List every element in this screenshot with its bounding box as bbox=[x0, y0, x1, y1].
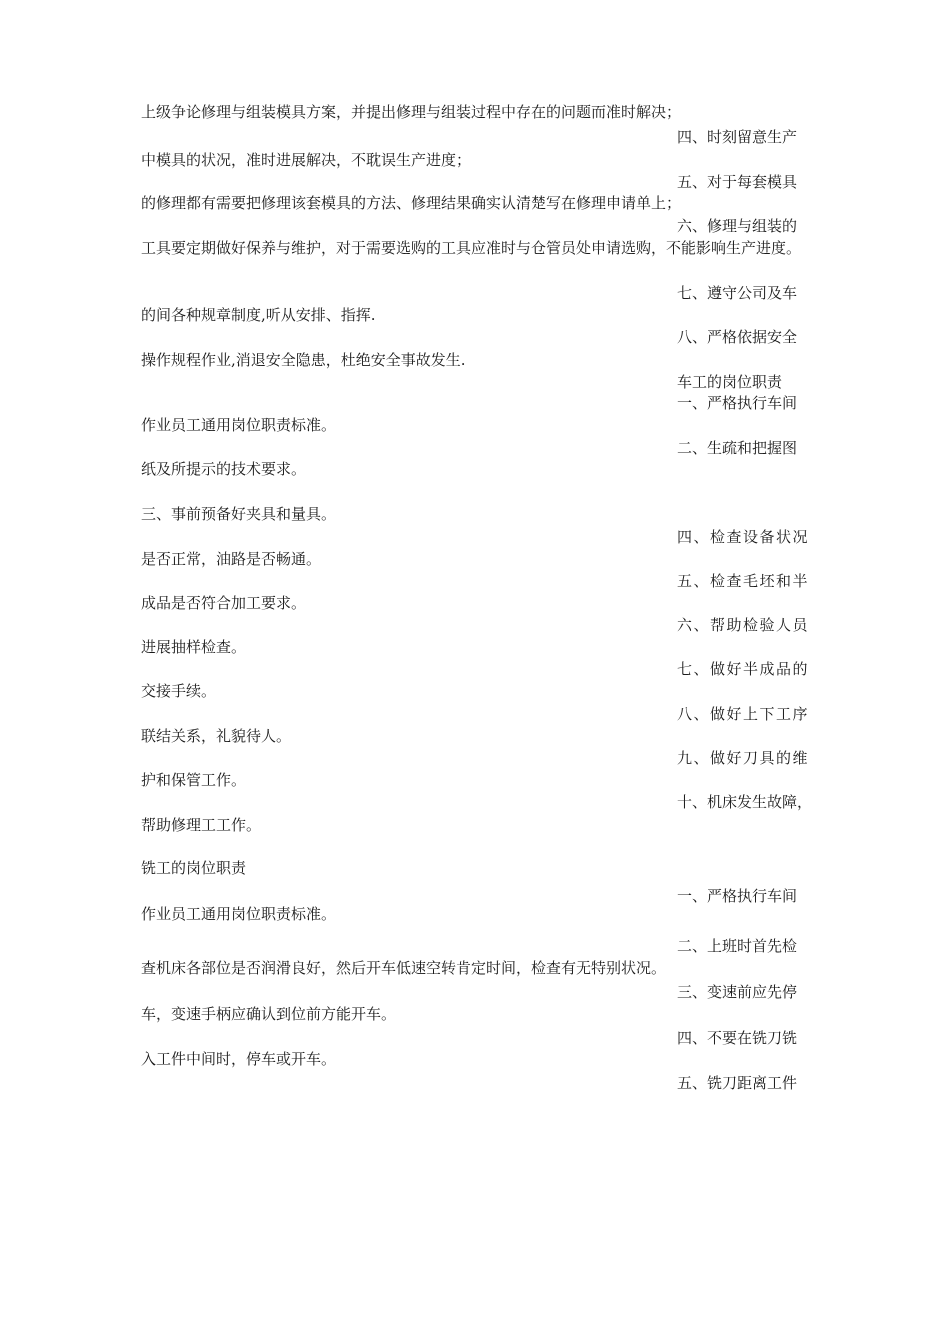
text-line: 三、变速前应先停 bbox=[677, 983, 798, 1001]
text-line: 四、不要在铣刀铣 bbox=[677, 1029, 798, 1047]
text-line: 五、铣刀距离工件 bbox=[677, 1074, 798, 1092]
text-line: 进展抽样检查。 bbox=[141, 638, 247, 656]
text-line: 一、严格执行车间 bbox=[677, 394, 798, 412]
text-line: 护和保管工作。 bbox=[141, 771, 247, 789]
text-line: 帮助修理工工作。 bbox=[141, 816, 262, 834]
text-line: 纸及所提示的技术要求。 bbox=[141, 460, 307, 478]
text-line: 联结关系，礼貌待人。 bbox=[141, 727, 292, 745]
text-line: 成品是否符合加工要求。 bbox=[141, 594, 307, 612]
section-heading-milling: 铣工的岗位职责 bbox=[141, 859, 247, 877]
text-line: 的修理都有需要把修理该套模具的方法、修理结果确实认清楚写在修理申请单上； bbox=[141, 194, 682, 212]
text-line: 六、帮助检验人员 bbox=[677, 616, 810, 634]
text-line: 五、检查毛坯和半 bbox=[677, 572, 810, 590]
text-line: 四、检查设备状况 bbox=[677, 528, 810, 546]
text-line: 八、严格依据安全 bbox=[677, 328, 798, 346]
text-paragraph: 工具要定期做好保养与维护，对于需要选购的工具应准时与仓管员处申请选购，不能影响生产进度。 bbox=[141, 239, 802, 257]
text-line: 一、严格执行车间 bbox=[677, 887, 798, 905]
text-line: 作业员工通用岗位职责标准。 bbox=[141, 905, 337, 923]
text-line: 作业员工通用岗位职责标准。 bbox=[141, 416, 337, 434]
text-line: 二、上班时首先检 bbox=[677, 937, 798, 955]
text-line: 上级争论修理与组装模具方案，并提出修理与组装过程中存在的问题而准时解决； bbox=[141, 103, 682, 121]
text-line: 二、生疏和把握图 bbox=[677, 439, 798, 457]
text-line: 七、做好半成品的 bbox=[677, 660, 810, 678]
text-line: 的间各种规章制度,听从安排、指挥. bbox=[141, 306, 376, 324]
text-line: 中模具的状况，准时进展解决，不耽误生产进度； bbox=[141, 151, 472, 169]
text-line: 四、时刻留意生产 bbox=[677, 128, 798, 146]
text-line: 十、机床发生故障， bbox=[677, 793, 813, 811]
text-line: 操作规程作业,消退安全隐患，杜绝安全事故发生. bbox=[141, 351, 466, 369]
text-line: 九、做好刀具的维 bbox=[677, 749, 810, 767]
text-line: 交接手续。 bbox=[141, 682, 217, 700]
text-line: 六、修理与组装的 bbox=[677, 217, 798, 235]
section-heading-lathe: 车工的岗位职责 bbox=[677, 373, 783, 391]
text-line: 入工件中间时，停车或开车。 bbox=[141, 1050, 337, 1068]
text-line: 三、事前预备好夹具和量具。 bbox=[141, 505, 337, 523]
text-line: 八、做好上下工序 bbox=[677, 705, 810, 723]
text-line: 七、遵守公司及车 bbox=[677, 284, 798, 302]
text-line: 是否正常，油路是否畅通。 bbox=[141, 550, 322, 568]
text-line: 查机床各部位是否润滑良好，然后开车低速空转肯定时间，检查有无特别状况。 bbox=[141, 959, 667, 977]
text-line: 五、对于每套模具 bbox=[677, 173, 798, 191]
text-line: 车，变速手柄应确认到位前方能开车。 bbox=[141, 1005, 397, 1023]
